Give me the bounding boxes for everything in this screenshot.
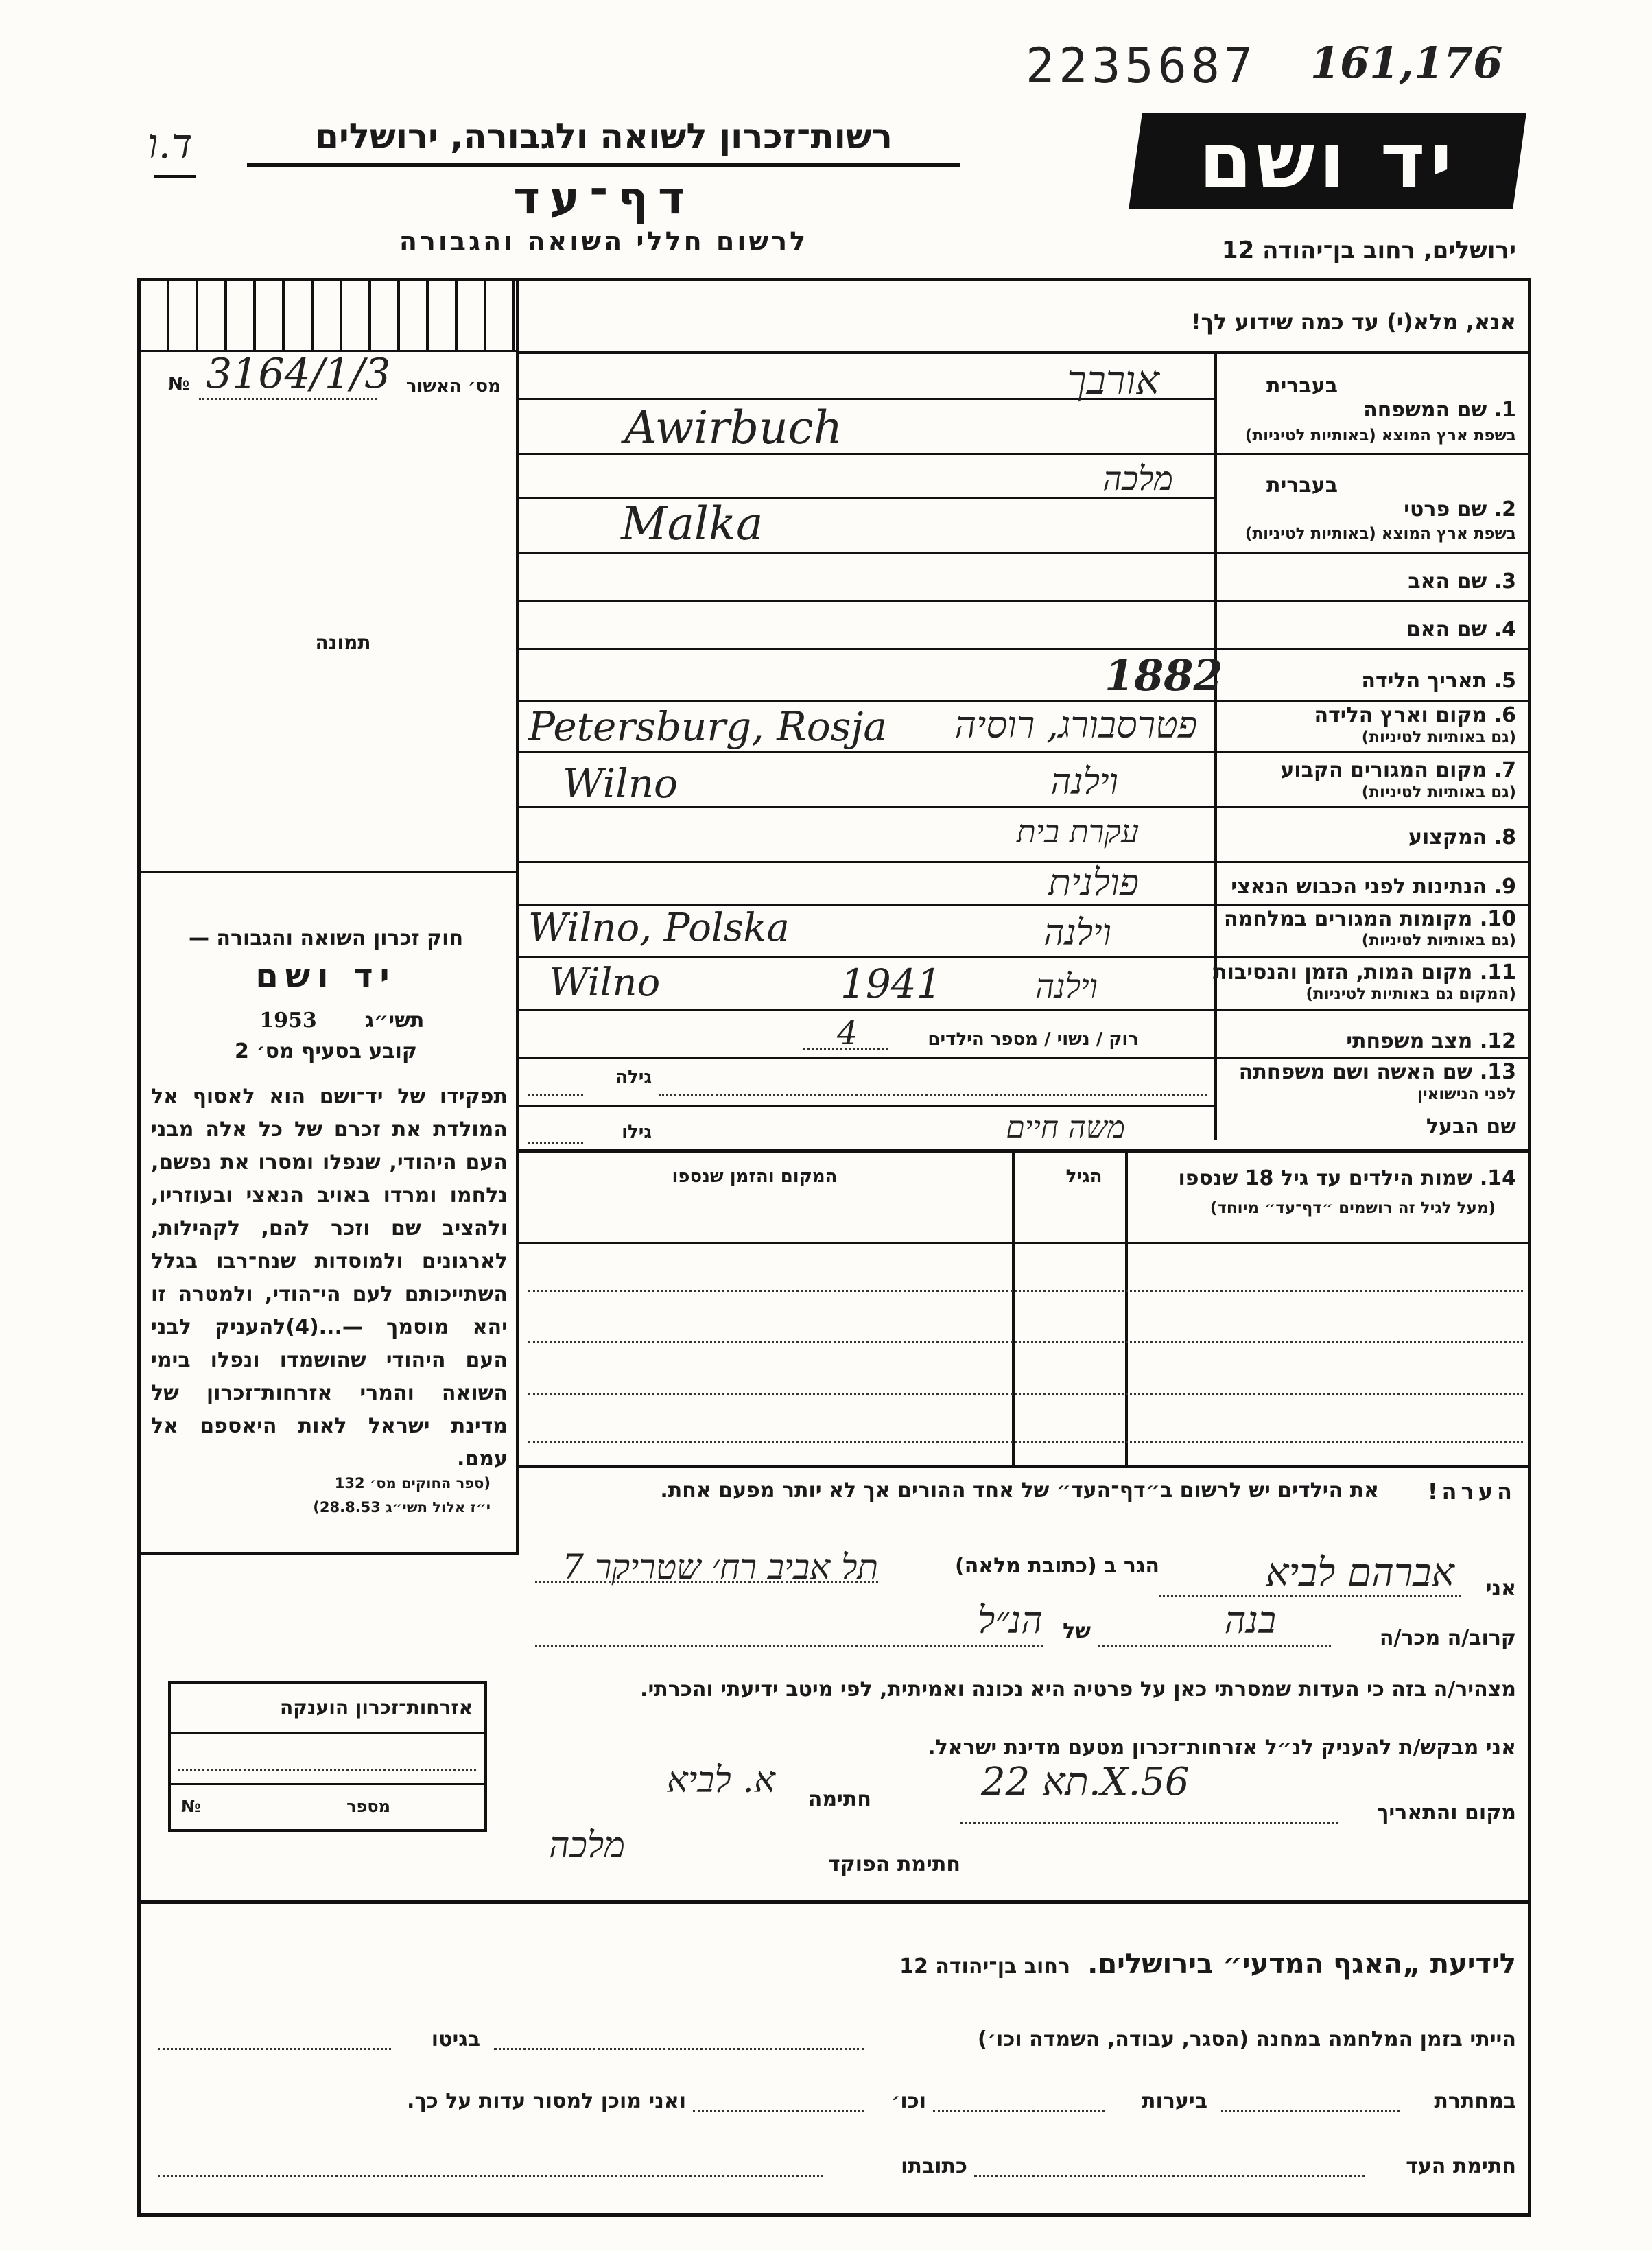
footer-line2-c: וכו׳	[891, 2089, 926, 2113]
field-6-title: מקום וארץ הלידה	[1314, 703, 1487, 727]
field-9-value: פולנית	[1048, 861, 1139, 904]
field-1-sub: בשפת ארץ המוצא (באותיות לטיניות)	[1244, 427, 1516, 445]
field-1-title: שם המשפחה	[1363, 398, 1487, 422]
decl-place-date-value: תא 22.X.56	[981, 1760, 1190, 1804]
field-11-title: מקום המות, הזמן והנסיבות	[1213, 960, 1473, 985]
decl-request-text: אני מבקש/ת להעניק לנ״ל אזרחות־זכרון מטעם מדינת ישראל.	[928, 1736, 1516, 1760]
value-line-1b	[519, 453, 1214, 455]
citizenship-number-label: מספר	[346, 1797, 390, 1816]
field-4-label	[1228, 617, 1516, 641]
header-address: ירושלים, רחוב בן־יהודה 12	[1221, 237, 1516, 264]
field-5-title: תאריך הלידה	[1361, 669, 1487, 693]
field-11-label	[1213, 960, 1516, 985]
law-name: יד ושם	[255, 957, 397, 995]
children-col-div-1	[1012, 1153, 1015, 1465]
citizenship-box	[168, 1681, 487, 1832]
field-8-label	[1228, 825, 1516, 849]
field-2-value-lat: Malka	[621, 497, 764, 550]
field-3-label	[1228, 569, 1516, 593]
husband-age-label: גילו	[622, 1122, 652, 1142]
law-ref-1: (ספר החוקים מס׳ 132	[334, 1475, 491, 1492]
decl-place-date-label: מקום והתאריך	[1377, 1801, 1516, 1825]
photo-area-bottom	[141, 871, 516, 873]
field-2-label	[1228, 497, 1516, 521]
field-10-label	[1224, 907, 1516, 931]
decl-i-label: אני	[1485, 1577, 1516, 1601]
field-9-title: הנתינות לפני הכבוש הנאצי	[1231, 875, 1487, 899]
field-2-number: 2.	[1494, 497, 1516, 521]
field-12-dots	[803, 1048, 888, 1050]
field-10-title: מקומות המגורים במלחמה	[1224, 907, 1473, 931]
decl-relation-label: קרוב/ה מכר/ה	[1379, 1626, 1516, 1650]
decl-address-label: הגר ב (כתובת מלאה)	[954, 1554, 1159, 1578]
decl-address-value: תל אביב רח׳ שטריקר 7	[562, 1547, 878, 1587]
logo-text: יד ושם	[1199, 117, 1456, 206]
field-6-sub: (גם באותיות לטיניות)	[1361, 729, 1516, 746]
footer-line2-a: במחתרת	[1434, 2089, 1516, 2113]
field-1-number: 1.	[1494, 398, 1516, 422]
decl-relation-value: בנה	[1224, 1599, 1276, 1642]
children-col-div-2	[1125, 1153, 1128, 1465]
footer-line1-b: בגיטו	[431, 2027, 480, 2051]
field-3-bottom	[1214, 600, 1531, 602]
law-year-heb: תשי״ג	[364, 1009, 425, 1033]
field-7-title: מקום המגורים הקבוע	[1280, 758, 1487, 782]
field-5-label	[1228, 669, 1516, 693]
footer-line3-dots-b	[158, 2175, 823, 2177]
footer-line2-b: ביערות	[1142, 2089, 1207, 2113]
husband-value: משה חיים	[1006, 1110, 1125, 1145]
field-10-value-heb: וילנה	[1043, 912, 1111, 954]
field-13-number: 13.	[1479, 1060, 1516, 1084]
field-6-value-lat: Petersburg, Rosja	[528, 703, 887, 750]
approval-label: מס׳ האשור	[405, 376, 501, 397]
field-14-sub: (מעל לגיל זה רושמים ״דף־עד״ מיוחד)	[1210, 1199, 1496, 1217]
field-3-title: שם האב	[1408, 569, 1487, 593]
value-line-2b	[519, 552, 1214, 554]
husband-age-dots	[528, 1142, 583, 1144]
field-2-title: שם פרטי	[1404, 497, 1487, 521]
field-12-bottom	[1214, 1057, 1531, 1059]
intro-row-divider	[516, 351, 1531, 354]
field-9-number: 9.	[1494, 875, 1516, 899]
field-1-heb-label: בעברית	[1266, 374, 1338, 398]
field-14-title: שמות הילדים עד גיל 18 שנספו	[1178, 1166, 1473, 1190]
field-2-sub: בשפת ארץ המוצא (באותיות לטיניות)	[1244, 525, 1516, 543]
law-title: חוק זכרון השואה והגבורה —	[188, 926, 464, 950]
field-4-bottom	[1214, 648, 1531, 650]
citizenship-box-title: אזרחות־זכרון הוענקה	[280, 1696, 473, 1719]
law-section: קובע בסעיף מס׳ 2	[234, 1039, 418, 1063]
field-12-value: 4	[837, 1014, 858, 1052]
field-10-value-lat: Wilno, Polska	[528, 906, 790, 950]
footer-line1-dots-b	[158, 2048, 391, 2050]
field-2-value-heb: מלכה	[1102, 460, 1173, 498]
note-top-line	[516, 1465, 1531, 1468]
field-13-title: שם האשה ושם משפחתה	[1238, 1060, 1473, 1084]
decl-i-value: אברהם לביא	[1265, 1551, 1454, 1595]
children-section-top	[516, 1149, 1531, 1153]
field-13-label	[1228, 1060, 1516, 1084]
field-8-number: 8.	[1494, 825, 1516, 849]
decl-officer-value: מלכה	[549, 1825, 626, 1866]
label-column-divider	[1214, 351, 1217, 1140]
children-header-bottom	[519, 1242, 1531, 1244]
decl-officer-label: חתימת הפוקד	[828, 1852, 960, 1876]
field-4-number: 4.	[1494, 617, 1516, 641]
field-14-label	[1125, 1166, 1516, 1190]
field-7-value-lat: Wilno	[563, 760, 678, 807]
field-6-number: 6.	[1494, 703, 1516, 727]
value-line-10	[519, 956, 1214, 958]
decl-place-date-dots	[960, 1822, 1338, 1824]
field-9-bottom	[1214, 904, 1531, 906]
field-1-label	[1228, 398, 1516, 422]
field-14-number: 14.	[1479, 1166, 1516, 1190]
law-text: תפקידו של יד־ושם הוא לאסוף אל המולדת את זכרם של כל אלה מבני העם היהודי, שנפלו ומסרו את נפשם, נלחמו ומרדו באויב הנאצי ובעוזריו, ולהציב שם וזכר להם, לקהילות, לארגונים ולמוסדות שנח־רבו בגלל השתייכותם לעם הי־הודי, ולמטרה זו יהא מוסמך —...(4)להעניק לבני העם היהודי שהושמדו ונפלו בימי השואה והמרי אזרחות־זכרון של מדינת ישראל לאות היאספם אל עמם.	[151, 1085, 508, 1471]
field-11-number: 11.	[1479, 960, 1516, 985]
footer-line3-dots-a	[974, 2175, 1365, 2177]
field-5-bottom	[1214, 700, 1531, 702]
corner-mark-underline	[154, 175, 196, 178]
field-1-bottom	[1214, 453, 1531, 455]
children-row-4	[528, 1441, 1523, 1443]
field-7-value-heb: וילנה	[1050, 762, 1118, 803]
decl-relation-dots	[1098, 1645, 1331, 1647]
archive-number: 2235687	[1026, 38, 1258, 94]
note-label: הערה!	[1427, 1478, 1516, 1505]
corner-mark: ד.ו	[148, 120, 193, 168]
decl-of-label: של	[1063, 1619, 1091, 1643]
value-line-11	[519, 1009, 1214, 1011]
footer-to-address: רחוב בן־יהודה 12	[899, 1955, 1071, 1979]
value-line-6	[519, 751, 1214, 753]
authority-underline	[247, 163, 960, 167]
field-11-value-year: 1941	[840, 960, 942, 1007]
value-line-12	[519, 1057, 1214, 1059]
decl-address-dots	[535, 1581, 878, 1583]
field-7-label	[1228, 758, 1516, 782]
decl-of-value: הנ״ל	[978, 1599, 1043, 1642]
decl-signature-value: א. לביא	[666, 1760, 775, 1801]
footer-line3-b: כתובתו	[901, 2154, 967, 2178]
field-6-bottom	[1214, 751, 1531, 753]
field-8-title: המקצוע	[1408, 825, 1487, 849]
decl-of-dots	[535, 1645, 1043, 1647]
field-8-value: עקרת בית	[1016, 813, 1139, 850]
field-6-label	[1228, 703, 1516, 727]
field-10-bottom	[1214, 956, 1531, 958]
page-code: 161,176	[1310, 38, 1503, 88]
children-row-2	[528, 1341, 1523, 1343]
field-13-name-dots	[659, 1094, 1207, 1096]
field-6-value-heb: פטרסבורג, רוסיה	[954, 703, 1197, 746]
footer-divider	[137, 1900, 1531, 1904]
field-11-sub: (המקום גם באותיות לטיניות)	[1306, 985, 1516, 1003]
field-7-number: 7.	[1494, 758, 1516, 782]
form-title: דף־עד	[513, 172, 694, 224]
col-place-header: המקום והזמן שנספו	[672, 1166, 838, 1187]
citizenship-number-symbol: №	[181, 1797, 201, 1816]
field-3-number: 3.	[1494, 569, 1516, 593]
field-9-label	[1228, 875, 1516, 899]
field-13-age-label: גילה	[615, 1067, 652, 1087]
footer-line2-dots-a	[1221, 2110, 1400, 2112]
field-5-number: 5.	[1494, 669, 1516, 693]
footer-to-line	[480, 1948, 1516, 1980]
footer-line1-dots-a	[494, 2048, 864, 2050]
form-subtitle: לרשום חללי השואה והגבורה	[399, 226, 809, 257]
field-13-sub: לפני הנישואין	[1417, 1085, 1516, 1103]
field-13-age-dots	[528, 1094, 583, 1096]
approval-value: 3164/1/3	[206, 350, 391, 398]
field-12-options: רוק / נשוי / מספר הילדים	[928, 1029, 1139, 1050]
field-2-heb-label: בעברית	[1266, 473, 1338, 497]
children-row-1	[528, 1290, 1523, 1292]
field-4-title: שם האם	[1406, 617, 1487, 641]
footer-line1-a: הייתי בזמן המלחמה במחנה (הסגר, עבודה, השמדה וכו׳)	[978, 2027, 1516, 2051]
field-11-bottom	[1214, 1009, 1531, 1011]
field-7-bottom	[1214, 806, 1531, 808]
col-age-header: הגיל	[1065, 1166, 1102, 1187]
value-line-3	[519, 600, 1214, 602]
field-10-sub: (גם באותיות לטיניות)	[1361, 932, 1516, 950]
footer-line2-dots-c	[693, 2110, 864, 2112]
footer-line2-dots-b	[933, 2110, 1105, 2112]
law-ref-2: י״ז אלול תשי״ג 28.8.53)	[313, 1499, 491, 1516]
field-12-number: 12.	[1479, 1029, 1516, 1053]
footer-line3-a: חתימת העד	[1406, 2154, 1516, 2178]
decl-declare-text: מצהיר/ה בזה כי העדות שמסרתי כאן על פרטיה היא נכונה ואמיתית, לפי מיטב ידיעתי והכרתי.	[640, 1677, 1516, 1701]
field-5-value: 1882	[1105, 650, 1223, 700]
field-11-value-lat: Wilno	[549, 960, 661, 1005]
field-11-value-heb: וילנה	[1035, 967, 1098, 1006]
field-10-number: 10.	[1479, 907, 1516, 931]
intro-text: אנא, מלא(י) עד כמה שידוע לך!	[1190, 309, 1516, 335]
authority-title: רשות־זכרון לשואה ולגבורה, ירושלים	[315, 117, 893, 156]
decl-i-dots	[1159, 1595, 1461, 1597]
approval-no-symbol: №	[168, 374, 190, 394]
left-panel-bottom	[137, 1552, 519, 1555]
value-line-13	[519, 1105, 1214, 1107]
law-year: 1953	[259, 1009, 317, 1033]
children-row-3	[528, 1393, 1523, 1395]
husband-label: שם הבעל	[1426, 1115, 1516, 1139]
field-8-bottom	[1214, 861, 1531, 863]
approval-dots	[199, 398, 377, 400]
field-2-bottom	[1214, 552, 1531, 554]
footer-line2-d: ואני מוכן למסור עדות על כך.	[407, 2089, 686, 2113]
yad-vashem-logo	[1129, 113, 1526, 209]
field-7-sub: (גם באותיות לטיניות)	[1361, 783, 1516, 801]
footer-to-label: לידיעת „האגף המדעי״ בירושלים.	[1087, 1948, 1516, 1980]
field-12-title: מצב משפחתי	[1346, 1029, 1473, 1053]
left-panel-stripes	[141, 281, 516, 350]
note-text: את הילדים יש לרשום ב״דף־העד״ של אחד ההורים אך לא יותר מפעם אחת.	[660, 1478, 1379, 1502]
field-12-label	[1228, 1029, 1516, 1053]
field-1-value-lat: Awirbuch	[624, 401, 843, 454]
photo-label: תמונה	[315, 631, 371, 654]
decl-signature-label: חתימה	[807, 1787, 871, 1811]
field-1-value-heb: אורבך	[1067, 357, 1159, 403]
left-column-divider	[516, 278, 519, 1554]
